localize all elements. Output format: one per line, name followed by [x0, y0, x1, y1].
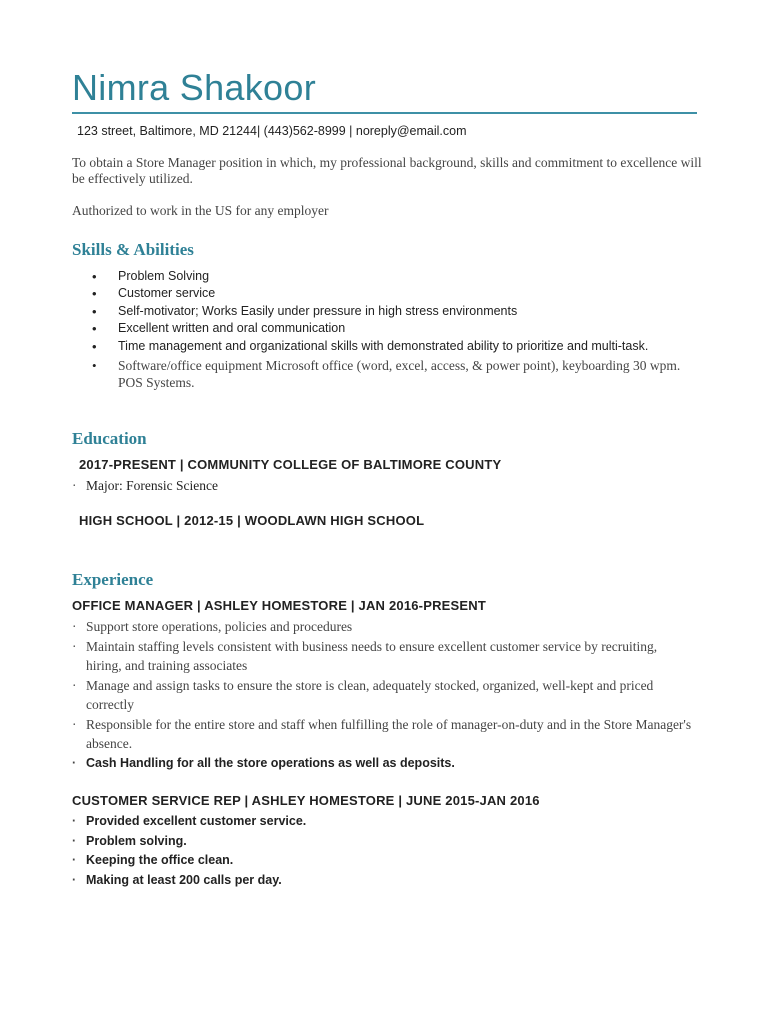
skill-item: • Problem Solving: [72, 268, 692, 285]
skill-item: • Software/office equipment Microsoft office (word, excel, access, & power point), keyboarding 30 wpm. POS Systems.: [72, 357, 692, 392]
skill-item: • Excellent written and oral communication: [72, 320, 692, 337]
job-bullets: [72, 812, 692, 890]
experience-heading: Experience: [72, 570, 154, 589]
job-bullet: · Making at least 200 calls per day.: [72, 871, 692, 891]
job-bullet: · Support store operations, policies and procedures: [72, 617, 692, 637]
skill-item: • Self-motivator; Works Easily under pressure in high stress environments: [72, 303, 692, 320]
applicant-name: Nimra Shakoor: [72, 67, 316, 108]
objective-text: To obtain a Store Manager position in which, my professional background, skills and commitment to excellence will be effectively utilized.: [72, 155, 702, 186]
header-rule: [72, 112, 697, 114]
job-title: CUSTOMER SERVICE REP | ASHLEY HOMESTORE | JUNE 2015-JAN 2016: [72, 793, 540, 808]
job-bullet: · Maintain staffing levels consistent with business needs to ensure excellent customer service by recruiting, hiring, and training associates: [72, 637, 692, 676]
job-bullet: · Problem solving.: [72, 832, 692, 852]
job-bullets: [72, 617, 692, 773]
job-title: OFFICE MANAGER | ASHLEY HOMESTORE | JAN 2016-PRESENT: [72, 598, 487, 613]
education-heading: Education: [72, 429, 147, 448]
education-entry-title: 2017-PRESENT | COMMUNITY COLLEGE OF BALTIMORE COUNTY: [79, 457, 502, 472]
job-bullet: · Manage and assign tasks to ensure the store is clean, adequately stocked, organized, well-kept and priced correctly: [72, 676, 692, 715]
work-authorization: Authorized to work in the US for any employer: [72, 203, 329, 218]
skills-heading: Skills & Abilities: [72, 240, 194, 259]
education-details: [72, 476, 692, 496]
job-bullet: · Responsible for the entire store and staff when fulfilling the role of manager-on-duty and in the Store Manager's absence.: [72, 715, 692, 754]
education-entry-title: HIGH SCHOOL | 2012-15 | WOODLAWN HIGH SCHOOL: [79, 513, 425, 528]
education-detail: · Major: Forensic Science: [72, 476, 692, 496]
job-bullet: · Keeping the office clean.: [72, 851, 692, 871]
skill-item: • Customer service: [72, 285, 692, 302]
contact-line: 123 street, Baltimore, MD 21244| (443)562-8999 | noreply@email.com: [77, 124, 467, 138]
job-bullet: · Cash Handling for all the store operations as well as deposits.: [72, 754, 692, 774]
skills-list: [72, 268, 692, 392]
skill-item: • Time management and organizational skills with demonstrated ability to prioritize and multi-task.: [72, 338, 692, 355]
job-bullet: · Provided excellent customer service.: [72, 812, 692, 832]
